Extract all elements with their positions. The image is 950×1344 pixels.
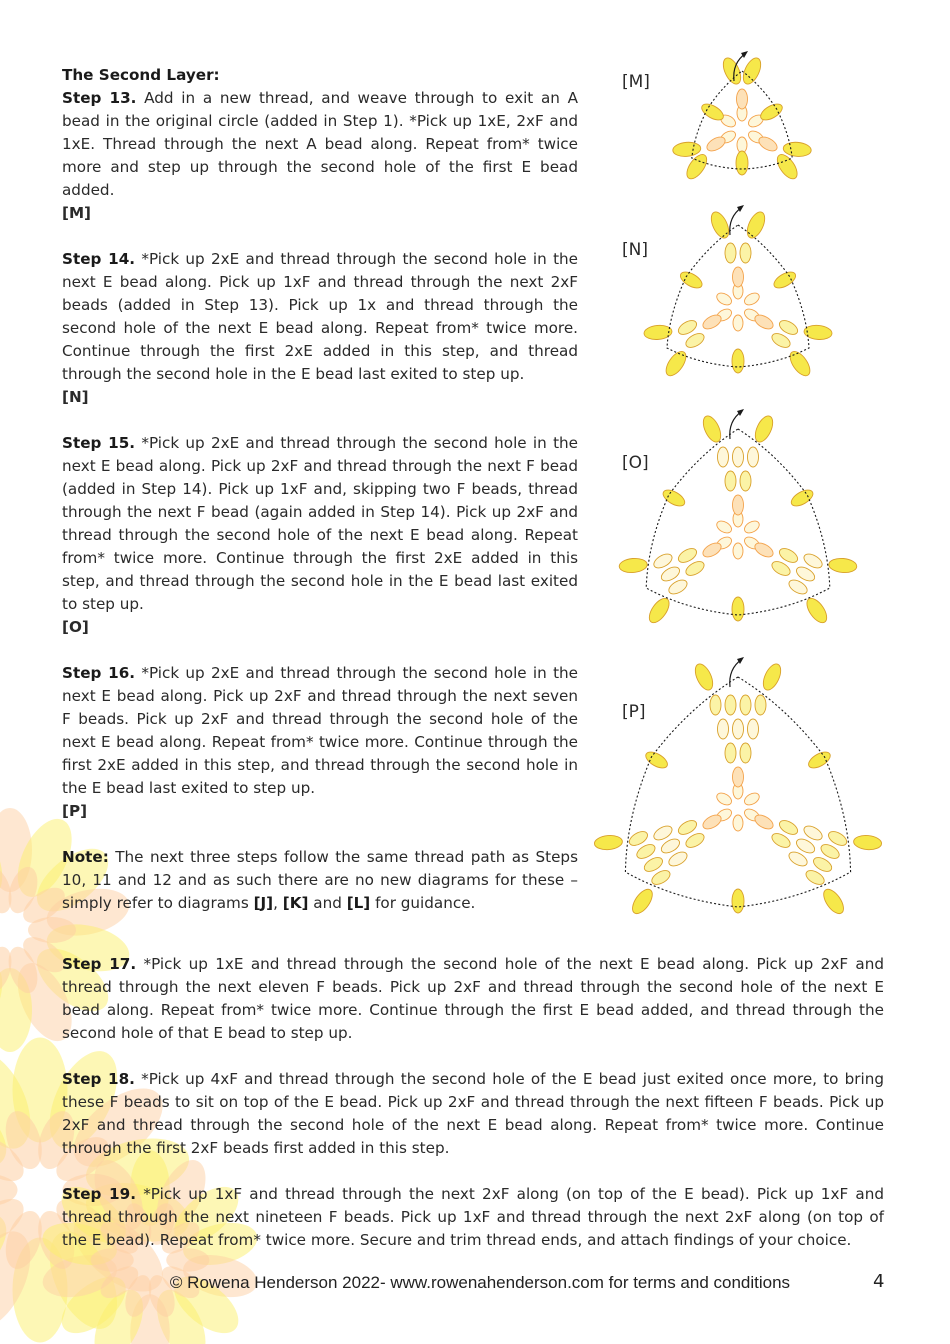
bead-e [692, 661, 717, 692]
bead-f [725, 243, 736, 263]
bead-f [725, 695, 736, 715]
bead-e-side [789, 487, 816, 509]
bead-e-side [732, 349, 744, 373]
bead-e [740, 55, 765, 86]
step-17-text: *Pick up 1xE and thread through the second hole of the next E bead along. Pick up 2xF and thread through the next eleven F beads. Pick up 2xF and thread through the second hole of the next E bead along. Repeat from* twice more. Continue through the first E bead added, and thread through the second hole of that E bead to step up. [62, 955, 885, 1042]
page-number: 4 [873, 1271, 885, 1292]
left-text-column [62, 64, 578, 915]
step-18-label: Step 18. [62, 1070, 135, 1088]
step-14-text: *Pick up 2xE and thread through the second hole in the next E bead along. Pick up 1xF and thread through the next 2xF beads (added in Step 13). Pick up 1x and thread through the second hole of the next E bead along. Repeat from* twice more. Continue through the first 2xE added in this step, and thread through the second hole in the E bead last exited to step up. [62, 250, 579, 383]
step-15-block [62, 432, 578, 639]
step-15-diagram-ref: [O] [62, 618, 89, 636]
bead-e-side [806, 749, 833, 771]
bead-e [803, 595, 831, 626]
bead-e [783, 141, 812, 157]
note-text: The next three steps follow the same thread path as Steps 10, 11 and 12 and as such there are no new diagrams for these – simply refer to diagrams [62, 848, 578, 912]
step-18-text: *Pick up 4xF and thread through the second hole of the E bead just exited once more, to bring these F beads to sit on top of the E bead. Pick up 2xF and thread through the next fifteen F beads. Pick up 2xF and thread through the second hole of the next E bead along. Repeat from* twice more. Continue through the first 2xF beads first added in this step. [62, 1070, 885, 1157]
bead-e [708, 209, 733, 240]
bead-a [742, 519, 761, 536]
bead-a [715, 519, 734, 536]
bead-f [740, 695, 751, 715]
note-label: Note: [62, 848, 109, 866]
bead-f [740, 743, 751, 763]
bead-e-side [661, 487, 688, 509]
step-14-diagram-ref: [N] [62, 388, 89, 406]
step-17-block [62, 953, 884, 1045]
bead-f [740, 471, 751, 491]
bead-e [619, 557, 648, 573]
bead-f [725, 743, 736, 763]
bead-e [700, 413, 725, 444]
diagram-o-label: [O] [622, 453, 649, 473]
note-block: Note: The next three steps follow the same thread path as Steps 10, 11 and 12 and as such there are no new diagrams for these – simply refer to diagrams [J], [K] and [L] for guidance. [62, 848, 578, 912]
bead-a [733, 815, 743, 831]
diagram-p-beadwork [598, 663, 878, 943]
diagram-o-beadwork [624, 413, 852, 649]
bead-f [710, 695, 721, 715]
bead-e [629, 886, 657, 917]
bead-f [748, 447, 759, 467]
bead-f [733, 719, 744, 739]
step-16-label: Step 16. [62, 664, 136, 682]
step-19-text: *Pick up 1xF and thread through the next 2xF along (on top of the E bead). Pick up 1xF and thread through the next nineteen F beads. Pick up 1xF and thread through the next 2xF along (on top of the E bead). Repeat from* twice more. Secure and trim thread ends, and attach findings of your choice. [62, 1185, 884, 1249]
step-19-block [62, 1183, 884, 1252]
bead-e [672, 141, 701, 157]
note-ref-k: [K] [282, 894, 309, 912]
bead-f [740, 243, 751, 263]
bead-f [755, 695, 766, 715]
section-title: The Second Layer: [62, 66, 220, 84]
bead-f [733, 447, 744, 467]
diagram-n-label: [N] [622, 240, 648, 260]
bead-f [748, 719, 759, 739]
bead-e [752, 413, 777, 444]
bead-f [733, 267, 744, 287]
bead-e [662, 348, 690, 379]
bead-a [733, 315, 743, 331]
bead-e [594, 834, 623, 850]
bead-e [645, 595, 673, 626]
footer-copyright: © Rowena Henderson 2022- www.rowenahenderson.com for terms and conditions [169, 1273, 791, 1292]
step-16-text: *Pick up 2xE and thread through the second hole in the next E bead along. Pick up 2xF and thread through the next seven F beads. Pick up 2xF and thread through the second hole of the next E bead along. Repeat from* twice more. Continue through the first 2xE added in this step, and thread through the second hole in the E bead last exited to step up. [62, 664, 579, 797]
step-13-label: Step 13. [62, 89, 137, 107]
bead-f [737, 89, 748, 109]
bead-e-side [732, 889, 744, 913]
diagram-n-beadwork [650, 213, 826, 393]
note-ref-j: [J] [253, 894, 274, 912]
bead-e [853, 834, 882, 850]
bead-e-side [732, 597, 744, 621]
bead-f [733, 495, 744, 515]
diagram-m-label: [M] [622, 72, 650, 92]
bead-a [742, 291, 761, 308]
step-13-text: Add in a new thread, and weave through to exit an A bead in the original circle (added in Step 1). *Pick up 1xE, 2xF and 1xE. Thread through the next A bead along. Repeat from* twice more and step up through the second hole of the first E bead added. [62, 89, 579, 199]
bead-e [760, 661, 785, 692]
bead-e [720, 55, 745, 86]
full-width-text [62, 953, 884, 1252]
step-18-block [62, 1068, 884, 1160]
bead-a [733, 543, 743, 559]
bead-a [715, 791, 734, 808]
step-14-label: Step 14. [62, 250, 136, 268]
diagram-p-label: [P] [622, 702, 646, 722]
step-13-block [62, 64, 578, 225]
bead-f [733, 767, 744, 787]
bead-f [718, 447, 729, 467]
bead-e-side [736, 151, 748, 175]
diagram-m-beadwork [682, 55, 802, 195]
note-ref-l: [L] [346, 894, 371, 912]
step-16-diagram-ref: [P] [62, 802, 88, 820]
step-14-block [62, 248, 578, 409]
bead-a [715, 291, 734, 308]
bead-a [742, 791, 761, 808]
bead-e [786, 348, 814, 379]
bead-e [744, 209, 769, 240]
step-16-block [62, 662, 578, 823]
bead-e [820, 886, 848, 917]
bead-f [725, 471, 736, 491]
step-15-label: Step 15. [62, 434, 136, 452]
step-17-label: Step 17. [62, 955, 137, 973]
step-15-text: *Pick up 2xE and thread through the second hole in the next E bead along. Pick up 2xF and thread through the next F bead (added in Step 14). Pick up 1xF and, skipping two F beads, thread through the next F bead (again added in Step 14). Pick up 2xF and thread through the second hole of the next E bead along. Repeat from* twice more. Continue through the first 2xE added in this step, and thread through the second hole in the E bead last exited to step up. [62, 434, 579, 613]
bead-e [828, 557, 857, 573]
bead-f [718, 719, 729, 739]
step-19-label: Step 19. [62, 1185, 136, 1203]
step-13-diagram-ref: [M] [62, 204, 91, 222]
